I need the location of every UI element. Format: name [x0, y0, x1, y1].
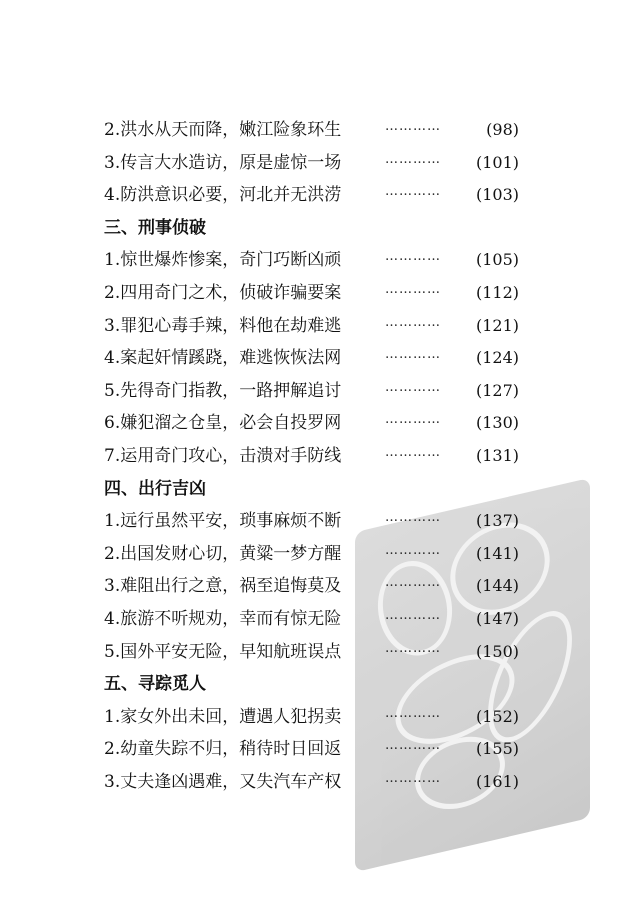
toc-entry-title: 1.远行虽然平安，琐事麻烦不断 [104, 511, 342, 532]
toc-entry [104, 733, 524, 766]
toc-entry-title: 5.先得奇门指教，一路押解追讨 [104, 380, 342, 401]
toc-leader-dots: ………… [385, 281, 441, 297]
toc-entry-title: 1.惊世爆炸惨案，奇门巧断凶顽 [104, 250, 342, 271]
toc-entry [104, 766, 524, 799]
toc-entry-title: 3.难阻出行之意，祸至追悔莫及 [104, 576, 342, 597]
toc-entry-title: 2.幼童失踪不归，稍待时日回返 [104, 739, 342, 760]
toc-page-number: (121) [475, 315, 519, 335]
toc-page-number: (112) [475, 282, 519, 302]
toc-entry-title: 3.丈夫逢凶遇难，又失汽车产权 [104, 771, 342, 792]
toc-page-number: (131) [475, 445, 519, 465]
toc-entry [104, 701, 524, 734]
toc-entry-title: 4.防洪意识必要，河北并无洪涝 [104, 185, 342, 206]
toc-entry [104, 440, 524, 473]
toc-leader-dots: ………… [385, 738, 441, 754]
toc-entry [104, 375, 524, 408]
toc-page-number: (103) [475, 185, 519, 205]
table-of-contents [104, 114, 524, 798]
toc-leader-dots: ………… [385, 705, 441, 721]
toc-page-number: (127) [475, 380, 519, 400]
toc-leader-dots: ………… [385, 184, 441, 200]
toc-page-number: (161) [475, 771, 519, 791]
toc-leader-dots: ………… [385, 379, 441, 395]
section-heading: 三、刑事侦破 [104, 217, 206, 238]
toc-entry-title: 3.传言大水造访，原是虚惊一场 [104, 152, 342, 173]
toc-entry [104, 114, 524, 147]
toc-leader-dots: ………… [385, 412, 441, 428]
toc-entry-title: 2.四用奇门之术，侦破诈骗要案 [104, 282, 342, 303]
toc-page-number: (152) [475, 706, 519, 726]
toc-entry [104, 342, 524, 375]
toc-leader-dots: ………… [385, 542, 441, 558]
toc-page-number: (141) [475, 543, 519, 563]
toc-page-number: (147) [475, 608, 519, 628]
toc-entry [104, 505, 524, 538]
toc-page-number: (137) [475, 511, 519, 531]
toc-leader-dots: ………… [385, 575, 441, 591]
toc-entry [104, 636, 524, 669]
toc-page-number: (101) [475, 152, 519, 172]
toc-entry [104, 538, 524, 571]
toc-page-number: (150) [475, 641, 519, 661]
toc-entry [104, 277, 524, 310]
toc-page-number: (105) [475, 250, 519, 270]
toc-leader-dots: ………… [385, 347, 441, 363]
toc-entry-title: 5.国外平安无险，早知航班误点 [104, 641, 342, 662]
toc-leader-dots: ………… [385, 119, 441, 134]
toc-entry [104, 407, 524, 440]
toc-entry [104, 244, 524, 277]
toc-entry-title: 1.家女外出未回，遭遇人犯拐卖 [104, 706, 342, 727]
toc-entry-title: 2.洪水从天而降，嫩江险象环生 [104, 120, 342, 140]
toc-entry [104, 147, 524, 180]
toc-entry-title: 6.嫌犯溜之仓皇，必会自投罗网 [104, 413, 342, 434]
toc-entry [104, 570, 524, 603]
toc-leader-dots: ………… [385, 770, 441, 786]
toc-page-number: (98) [486, 120, 519, 139]
section-heading: 五、寻踪觅人 [104, 674, 206, 695]
toc-leader-dots: ………… [385, 607, 441, 623]
toc-page-number: (155) [475, 739, 519, 759]
toc-entry [104, 603, 524, 636]
toc-leader-dots: ………… [385, 249, 441, 265]
toc-page-number: (130) [475, 413, 519, 433]
section-heading: 四、出行吉凶 [104, 478, 206, 499]
toc-entry-title: 4.案起奸情蹊跷，难逃恢恢法网 [104, 348, 342, 369]
toc-entry-title: 4.旅游不听规劝，幸而有惊无险 [104, 608, 342, 629]
toc-entry-title: 7.运用奇门攻心，击溃对手防线 [104, 445, 342, 466]
toc-entry [104, 179, 524, 212]
toc-page-number: (144) [475, 576, 519, 596]
toc-entry [104, 310, 524, 343]
toc-entry-title: 3.罪犯心毒手辣，料他在劫难逃 [104, 315, 342, 336]
toc-leader-dots: ………… [385, 314, 441, 330]
toc-entry-title: 2.出国发财心切，黄粱一梦方醒 [104, 543, 342, 564]
toc-leader-dots: ………… [385, 444, 441, 460]
toc-leader-dots: ………… [385, 510, 441, 526]
toc-leader-dots: ………… [385, 151, 441, 167]
toc-page-number: (124) [475, 348, 519, 368]
toc-leader-dots: ………… [385, 640, 441, 656]
